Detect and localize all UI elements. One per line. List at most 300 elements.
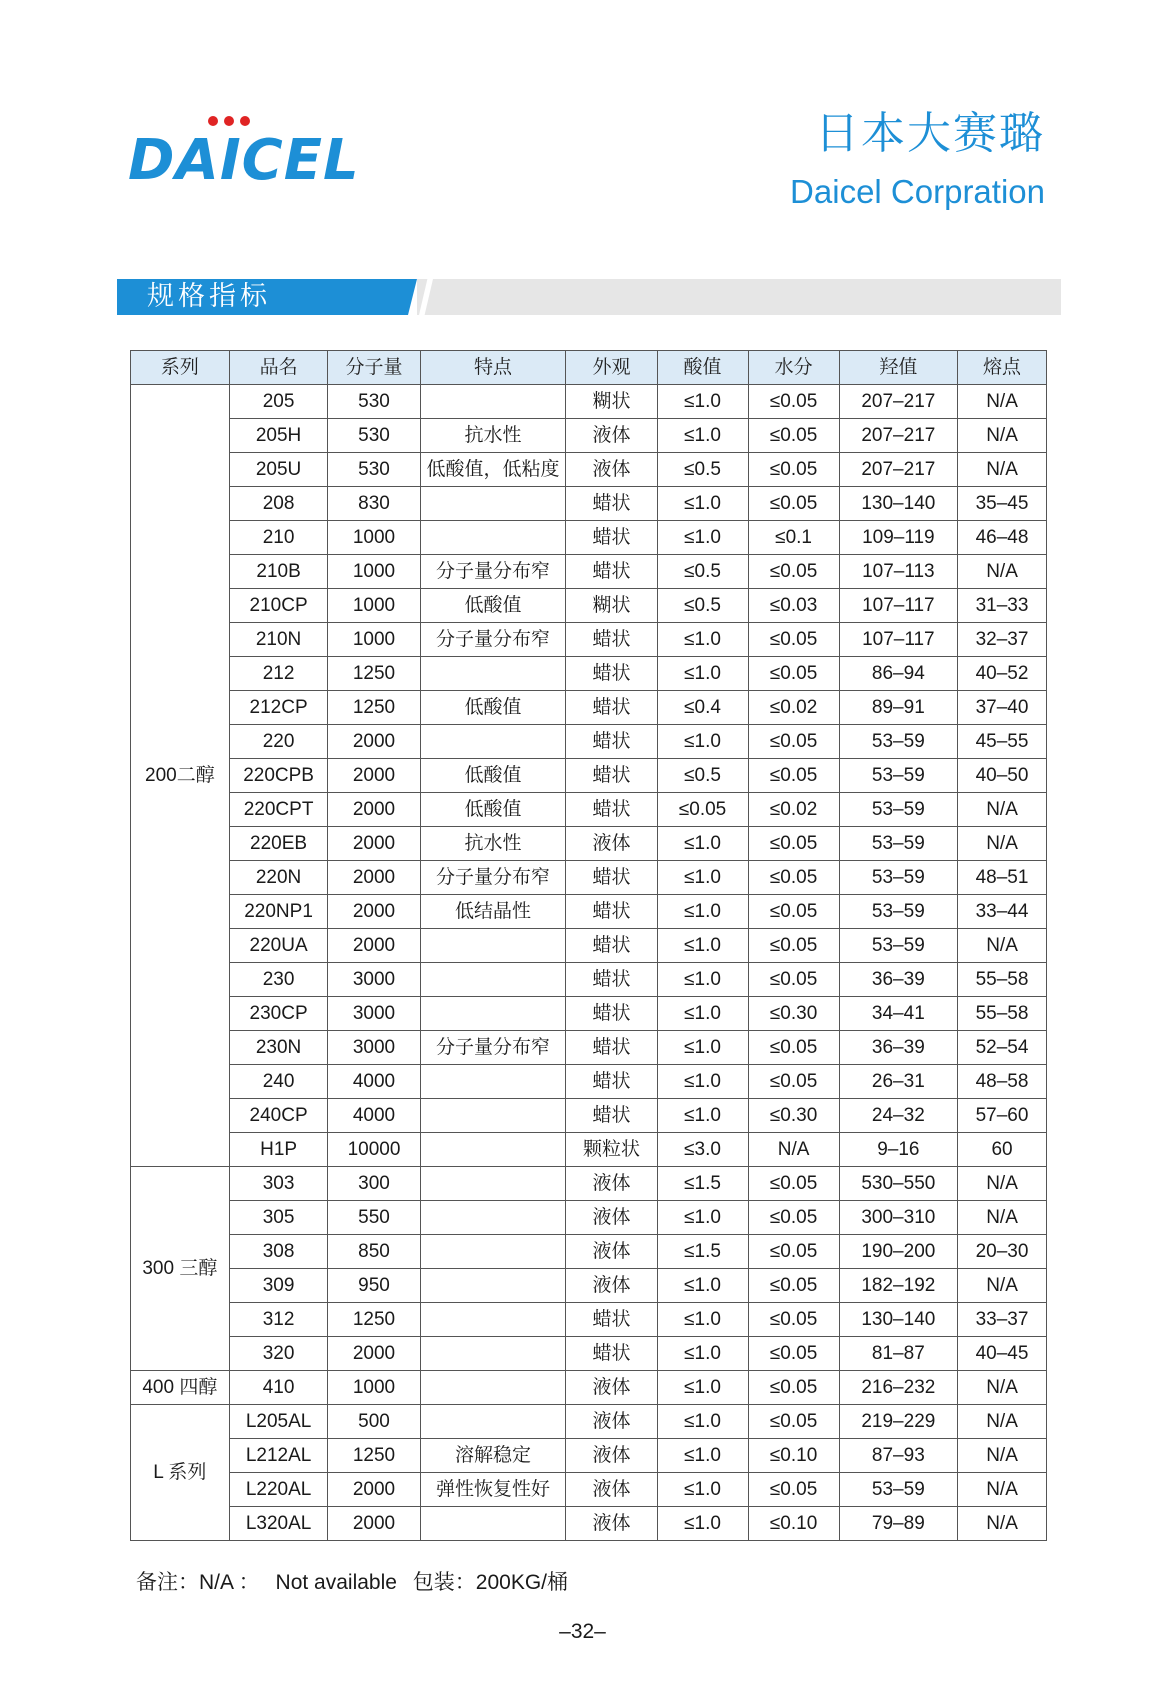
col-header-melting: 熔点 [958,351,1047,385]
molecular-weight-cell: 530 [328,385,420,419]
water-content-cell: ≤0.05 [748,1065,839,1099]
appearance-cell: 蜡状 [566,623,657,657]
feature-cell: 低酸值，低粘度 [420,453,566,487]
appearance-cell: 蜡状 [566,759,657,793]
melting-point-cell: 52–54 [958,1031,1047,1065]
molecular-weight-cell: 4000 [328,1099,420,1133]
molecular-weight-cell: 550 [328,1201,420,1235]
feature-cell [420,1201,566,1235]
acid-value-cell: ≤1.0 [657,997,748,1031]
molecular-weight-cell: 1000 [328,1371,420,1405]
water-content-cell: ≤0.05 [748,725,839,759]
acid-value-cell: ≤1.0 [657,1065,748,1099]
appearance-cell: 液体 [566,1167,657,1201]
feature-cell: 分子量分布窄 [420,1031,566,1065]
feature-cell: 分子量分布窄 [420,623,566,657]
feature-cell [420,1235,566,1269]
appearance-cell: 蜡状 [566,691,657,725]
acid-value-cell: ≤1.0 [657,1099,748,1133]
product-name-cell: 309 [229,1269,328,1303]
appearance-cell: 蜡状 [566,657,657,691]
appearance-cell: 液体 [566,1405,657,1439]
molecular-weight-cell: 2000 [328,1337,420,1371]
appearance-cell: 蜡状 [566,487,657,521]
product-name-cell: 230 [229,963,328,997]
product-name-cell: H1P [229,1133,328,1167]
acid-value-cell: ≤1.0 [657,623,748,657]
appearance-cell: 蜡状 [566,1099,657,1133]
water-content-cell: ≤0.05 [748,1337,839,1371]
table-row [131,963,1047,997]
molecular-weight-cell: 2000 [328,725,420,759]
hydroxyl-value-cell: 26–31 [839,1065,957,1099]
water-content-cell: ≤0.05 [748,623,839,657]
appearance-cell: 颗粒状 [566,1133,657,1167]
appearance-cell: 液体 [566,419,657,453]
acid-value-cell: ≤0.5 [657,453,748,487]
melting-point-cell: 48–51 [958,861,1047,895]
table-row [131,1371,1047,1405]
melting-point-cell: N/A [958,1439,1047,1473]
acid-value-cell: ≤1.0 [657,861,748,895]
molecular-weight-cell: 2000 [328,1507,420,1541]
acid-value-cell: ≤1.0 [657,1439,748,1473]
appearance-cell: 液体 [566,1439,657,1473]
molecular-weight-cell: 2000 [328,827,420,861]
feature-cell [420,1099,566,1133]
appearance-cell: 液体 [566,1269,657,1303]
melting-point-cell: N/A [958,1473,1047,1507]
feature-cell: 抗水性 [420,419,566,453]
hydroxyl-value-cell: 89–91 [839,691,957,725]
product-name-cell: L205AL [229,1405,328,1439]
series-cell: 400 四醇 [131,1371,230,1405]
feature-cell [420,521,566,555]
daicel-logo [128,108,360,193]
melting-point-cell: N/A [958,453,1047,487]
table-row [131,861,1047,895]
table-row [131,1031,1047,1065]
water-content-cell: ≤0.05 [748,1031,839,1065]
acid-value-cell: ≤0.5 [657,589,748,623]
melting-point-cell: N/A [958,793,1047,827]
molecular-weight-cell: 2000 [328,929,420,963]
water-content-cell: ≤0.05 [748,929,839,963]
acid-value-cell: ≤1.0 [657,827,748,861]
table-row [131,1269,1047,1303]
molecular-weight-cell: 3000 [328,963,420,997]
molecular-weight-cell: 3000 [328,1031,420,1065]
acid-value-cell: ≤1.0 [657,385,748,419]
acid-value-cell: ≤1.0 [657,1507,748,1541]
water-content-cell: ≤0.03 [748,589,839,623]
company-block [790,108,1045,212]
acid-value-cell: ≤1.0 [657,419,748,453]
table-row [131,1099,1047,1133]
product-name-cell: 312 [229,1303,328,1337]
series-cell: 200二醇 [131,385,230,1167]
water-content-cell: ≤0.05 [748,555,839,589]
appearance-cell: 液体 [566,827,657,861]
hydroxyl-value-cell: 53–59 [839,759,957,793]
hydroxyl-value-cell: 530–550 [839,1167,957,1201]
water-content-cell: ≤0.05 [748,1167,839,1201]
feature-cell [420,1507,566,1541]
spec-table [130,350,1047,1541]
col-header-appearance: 外观 [566,351,657,385]
water-content-cell: ≤0.05 [748,1201,839,1235]
water-content-cell: ≤0.05 [748,827,839,861]
table-body [131,385,1047,1541]
table-row [131,929,1047,963]
product-name-cell: 410 [229,1371,328,1405]
hydroxyl-value-cell: 207–217 [839,385,957,419]
table-row [131,895,1047,929]
product-name-cell: 240CP [229,1099,328,1133]
water-content-cell: ≤0.05 [748,759,839,793]
melting-point-cell: 20–30 [958,1235,1047,1269]
molecular-weight-cell: 1250 [328,1439,420,1473]
product-name-cell: 240 [229,1065,328,1099]
melting-point-cell: N/A [958,1167,1047,1201]
table-row [131,623,1047,657]
melting-point-cell: N/A [958,1371,1047,1405]
molecular-weight-cell: 1000 [328,521,420,555]
product-name-cell: L220AL [229,1473,328,1507]
feature-cell [420,1303,566,1337]
acid-value-cell: ≤1.0 [657,487,748,521]
water-content-cell: ≤0.05 [748,657,839,691]
product-name-cell: 210 [229,521,328,555]
table-row [131,487,1047,521]
table-row [131,725,1047,759]
acid-value-cell: ≤1.5 [657,1235,748,1269]
acid-value-cell: ≤1.0 [657,1201,748,1235]
table-row [131,1405,1047,1439]
col-header-feature: 特点 [420,351,566,385]
molecular-weight-cell: 850 [328,1235,420,1269]
table-row [131,759,1047,793]
melting-point-cell: 60 [958,1133,1047,1167]
feature-cell [420,1065,566,1099]
melting-point-cell: 45–55 [958,725,1047,759]
appearance-cell: 蜡状 [566,895,657,929]
series-cell: 300 三醇 [131,1167,230,1371]
col-header-mw: 分子量 [328,351,420,385]
acid-value-cell: ≤1.0 [657,1031,748,1065]
table-header-row [131,351,1047,385]
company-name-en: Daicel Corpration [790,173,1045,210]
product-name-cell: 205U [229,453,328,487]
product-name-cell: 230CP [229,997,328,1031]
table-row [131,793,1047,827]
hydroxyl-value-cell: 53–59 [839,895,957,929]
water-content-cell: ≤0.30 [748,1099,839,1133]
appearance-cell: 蜡状 [566,793,657,827]
melting-point-cell: N/A [958,1405,1047,1439]
page-number: –32– [559,1620,606,1643]
table-row [131,419,1047,453]
feature-cell: 低结晶性 [420,895,566,929]
water-content-cell: ≤0.02 [748,793,839,827]
appearance-cell: 液体 [566,1201,657,1235]
appearance-cell: 蜡状 [566,861,657,895]
feature-cell [420,963,566,997]
appearance-cell: 蜡状 [566,555,657,589]
feature-cell [420,929,566,963]
melting-point-cell: 40–50 [958,759,1047,793]
appearance-cell: 糊状 [566,385,657,419]
water-content-cell: ≤0.05 [748,1473,839,1507]
product-name-cell: 303 [229,1167,328,1201]
feature-cell [420,1337,566,1371]
water-content-cell: ≤0.05 [748,895,839,929]
hydroxyl-value-cell: 53–59 [839,1473,957,1507]
appearance-cell: 蜡状 [566,997,657,1031]
table-row [131,1303,1047,1337]
molecular-weight-cell: 1000 [328,623,420,657]
col-header-hydroxyl: 羟值 [839,351,957,385]
appearance-cell: 蜡状 [566,1065,657,1099]
water-content-cell: ≤0.05 [748,1303,839,1337]
molecular-weight-cell: 1000 [328,555,420,589]
hydroxyl-value-cell: 86–94 [839,657,957,691]
feature-cell: 分子量分布窄 [420,861,566,895]
table-row [131,657,1047,691]
product-name-cell: 210N [229,623,328,657]
molecular-weight-cell: 2000 [328,861,420,895]
table-row [131,589,1047,623]
water-content-cell: ≤0.05 [748,419,839,453]
acid-value-cell: ≤0.05 [657,793,748,827]
feature-cell: 低酸值 [420,589,566,623]
table-row [131,1235,1047,1269]
appearance-cell: 液体 [566,453,657,487]
table-row [131,1201,1047,1235]
feature-cell: 低酸值 [420,691,566,725]
melting-point-cell: 55–58 [958,997,1047,1031]
feature-cell: 溶解稳定 [420,1439,566,1473]
molecular-weight-cell: 530 [328,453,420,487]
water-content-cell: ≤0.05 [748,1371,839,1405]
melting-point-cell: 40–52 [958,657,1047,691]
molecular-weight-cell: 1250 [328,657,420,691]
acid-value-cell: ≤1.0 [657,725,748,759]
appearance-cell: 糊状 [566,589,657,623]
product-name-cell: 220 [229,725,328,759]
molecular-weight-cell: 2000 [328,1473,420,1507]
product-name-cell: L320AL [229,1507,328,1541]
acid-value-cell: ≤0.5 [657,759,748,793]
product-name-cell: 220N [229,861,328,895]
hydroxyl-value-cell: 109–119 [839,521,957,555]
melting-point-cell: N/A [958,419,1047,453]
acid-value-cell: ≤1.0 [657,1371,748,1405]
feature-cell [420,385,566,419]
acid-value-cell: ≤3.0 [657,1133,748,1167]
melting-point-cell: 48–58 [958,1065,1047,1099]
feature-cell [420,1405,566,1439]
feature-cell [420,1167,566,1201]
hydroxyl-value-cell: 182–192 [839,1269,957,1303]
section-bar-grey [417,279,1061,315]
acid-value-cell: ≤1.0 [657,521,748,555]
melting-point-cell: 57–60 [958,1099,1047,1133]
acid-value-cell: ≤1.0 [657,1405,748,1439]
note-label: 备注：N/A ： [136,1571,260,1594]
molecular-weight-cell: 2000 [328,895,420,929]
table-row [131,555,1047,589]
molecular-weight-cell: 830 [328,487,420,521]
molecular-weight-cell: 530 [328,419,420,453]
hydroxyl-value-cell: 130–140 [839,487,957,521]
hydroxyl-value-cell: 216–232 [839,1371,957,1405]
table-row [131,997,1047,1031]
molecular-weight-cell: 4000 [328,1065,420,1099]
col-header-series: 系列 [131,351,230,385]
hydroxyl-value-cell: 107–117 [839,589,957,623]
table-row [131,1065,1047,1099]
melting-point-cell: 35–45 [958,487,1047,521]
package-note: 包装：200KG/桶 [412,1571,568,1594]
table-row [131,1167,1047,1201]
molecular-weight-cell: 10000 [328,1133,420,1167]
melting-point-cell: 40–45 [958,1337,1047,1371]
table-row [131,521,1047,555]
melting-point-cell: 31–33 [958,589,1047,623]
acid-value-cell: ≤0.4 [657,691,748,725]
series-cell: L 系列 [131,1405,230,1541]
hydroxyl-value-cell: 79–89 [839,1507,957,1541]
melting-point-cell: N/A [958,555,1047,589]
acid-value-cell: ≤1.0 [657,929,748,963]
melting-point-cell: N/A [958,1507,1047,1541]
product-name-cell: 210CP [229,589,328,623]
hydroxyl-value-cell: 207–217 [839,419,957,453]
feature-cell [420,725,566,759]
water-content-cell: ≤0.30 [748,997,839,1031]
molecular-weight-cell: 300 [328,1167,420,1201]
company-name-cn: 日本大赛璐 [815,108,1045,159]
molecular-weight-cell: 1000 [328,589,420,623]
appearance-cell: 蜡状 [566,929,657,963]
product-name-cell: 308 [229,1235,328,1269]
col-header-product: 品名 [229,351,328,385]
hydroxyl-value-cell: 34–41 [839,997,957,1031]
hydroxyl-value-cell: 36–39 [839,1031,957,1065]
note-value: Not available [275,1571,397,1594]
hydroxyl-value-cell: 53–59 [839,827,957,861]
hydroxyl-value-cell: 87–93 [839,1439,957,1473]
feature-cell [420,1371,566,1405]
melting-point-cell: 32–37 [958,623,1047,657]
acid-value-cell: ≤1.0 [657,1303,748,1337]
product-name-cell: 212 [229,657,328,691]
water-content-cell: ≤0.05 [748,963,839,997]
product-name-cell: 220UA [229,929,328,963]
product-name-cell: 212CP [229,691,328,725]
feature-cell [420,657,566,691]
acid-value-cell: ≤1.0 [657,1473,748,1507]
molecular-weight-cell: 2000 [328,793,420,827]
water-content-cell: N/A [748,1133,839,1167]
table-row [131,1507,1047,1541]
table-row [131,691,1047,725]
hydroxyl-value-cell: 300–310 [839,1201,957,1235]
hydroxyl-value-cell: 107–117 [839,623,957,657]
section-title: 规格指标 [147,281,271,312]
hydroxyl-value-cell: 36–39 [839,963,957,997]
molecular-weight-cell: 500 [328,1405,420,1439]
hydroxyl-value-cell: 190–200 [839,1235,957,1269]
water-content-cell: ≤0.05 [748,1269,839,1303]
hydroxyl-value-cell: 207–217 [839,453,957,487]
water-content-cell: ≤0.10 [748,1507,839,1541]
water-content-cell: ≤0.10 [748,1439,839,1473]
acid-value-cell: ≤1.0 [657,895,748,929]
logo-text: DAICEL [128,128,360,193]
melting-point-cell: N/A [958,827,1047,861]
product-name-cell: 205H [229,419,328,453]
product-name-cell: 210B [229,555,328,589]
water-content-cell: ≤0.1 [748,521,839,555]
logo-dots [208,116,250,126]
feature-cell [420,487,566,521]
table-row [131,453,1047,487]
molecular-weight-cell: 1250 [328,1303,420,1337]
melting-point-cell: 46–48 [958,521,1047,555]
water-content-cell: ≤0.05 [748,1235,839,1269]
product-name-cell: 305 [229,1201,328,1235]
table-row [131,1133,1047,1167]
hydroxyl-value-cell: 9–16 [839,1133,957,1167]
table-row [131,827,1047,861]
melting-point-cell: N/A [958,385,1047,419]
acid-value-cell: ≤0.5 [657,555,748,589]
hydroxyl-value-cell: 53–59 [839,793,957,827]
feature-cell [420,1133,566,1167]
appearance-cell: 蜡状 [566,725,657,759]
hydroxyl-value-cell: 107–113 [839,555,957,589]
acid-value-cell: ≤1.0 [657,1269,748,1303]
col-header-acid: 酸值 [657,351,748,385]
feature-cell [420,1269,566,1303]
footnote [136,1566,578,1596]
appearance-cell: 蜡状 [566,521,657,555]
water-content-cell: ≤0.05 [748,1405,839,1439]
product-name-cell: 320 [229,1337,328,1371]
table-row [131,385,1047,419]
table-row [131,1337,1047,1371]
melting-point-cell: 37–40 [958,691,1047,725]
hydroxyl-value-cell: 24–32 [839,1099,957,1133]
molecular-weight-cell: 3000 [328,997,420,1031]
product-name-cell: 220CPT [229,793,328,827]
product-name-cell: L212AL [229,1439,328,1473]
product-name-cell: 208 [229,487,328,521]
feature-cell: 分子量分布窄 [420,555,566,589]
water-content-cell: ≤0.05 [748,453,839,487]
table-row [131,1473,1047,1507]
product-name-cell: 205 [229,385,328,419]
melting-point-cell: 33–37 [958,1303,1047,1337]
feature-cell: 抗水性 [420,827,566,861]
water-content-cell: ≤0.02 [748,691,839,725]
melting-point-cell: 55–58 [958,963,1047,997]
appearance-cell: 蜡状 [566,1337,657,1371]
product-name-cell: 220NP1 [229,895,328,929]
appearance-cell: 液体 [566,1507,657,1541]
